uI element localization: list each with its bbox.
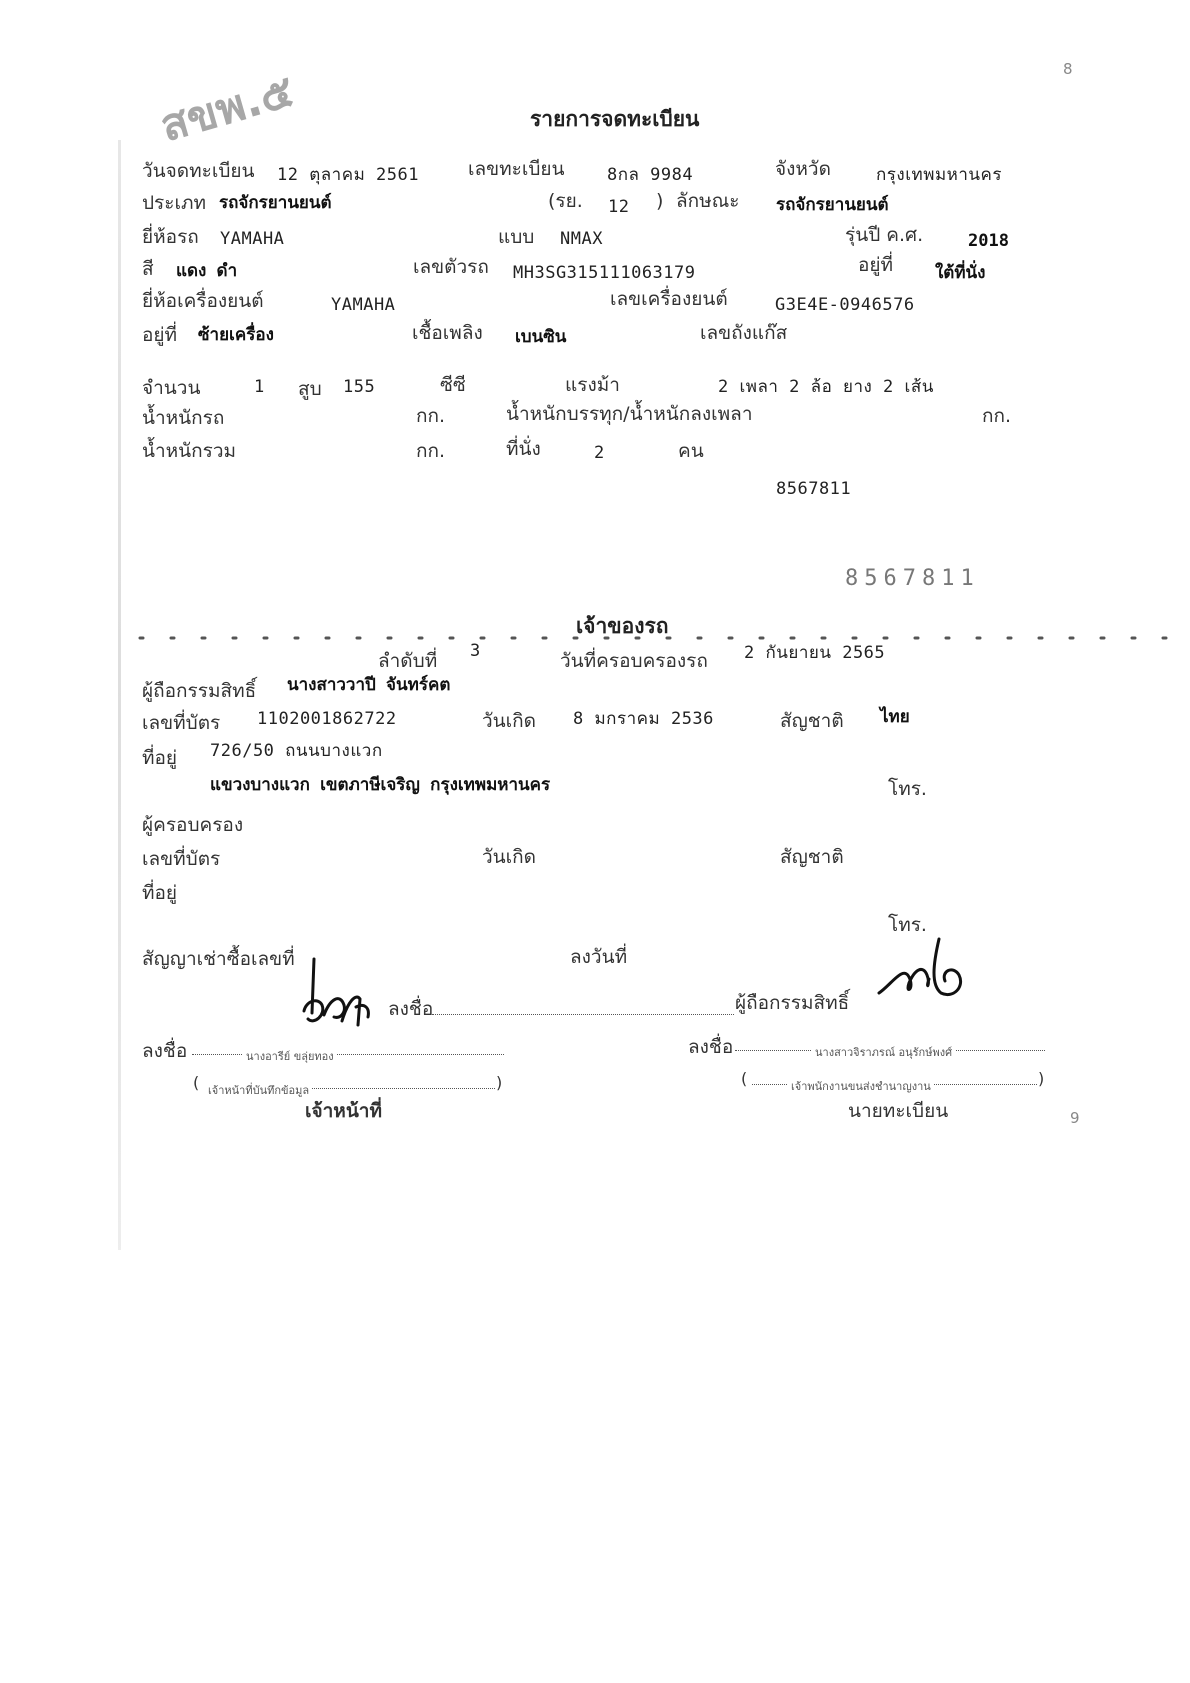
type-label: ประเภท (142, 192, 207, 214)
right-paren-open: ( (741, 1069, 748, 1088)
cc-value: 155 (343, 377, 376, 397)
address-line-2: แขวงบางแวก เขตภาษีเจริญ กรุงเทพมหานคร (210, 775, 551, 795)
total-weight-unit: กก. (416, 440, 446, 462)
possessor-address-label: ที่อยู่ (142, 882, 178, 904)
model-value: NMAX (560, 229, 603, 249)
page-title: รายการจดทะเบียน (530, 107, 700, 131)
year-label: รุ่นปี ค.ศ. (845, 224, 924, 246)
engine-no-label: เลขเครื่องยนต์ (610, 288, 728, 310)
left-role: เจ้าหน้าที่ (305, 1100, 383, 1122)
color-label: สี (142, 258, 154, 280)
engine-no-value: G3E4E-0946576 (775, 295, 915, 315)
engine-location-label: อยู่ที่ (142, 324, 178, 346)
province-value: กรุงเทพมหานคร (876, 165, 1003, 185)
ry-value: 12 (608, 197, 630, 217)
right-role: นายทะเบียน (848, 1100, 949, 1122)
chassis-value: MH3SG315111063179 (513, 263, 696, 283)
holder-handwritten-signature (875, 935, 975, 1005)
birth-label: วันเกิด (482, 710, 536, 732)
page-number-top: 8 (1063, 60, 1073, 78)
right-sign-label: ลงชื่อ (688, 1036, 734, 1058)
chassis-label: เลขตัวรถ (413, 256, 489, 278)
fuel-label: เชื้อเพลิง (412, 322, 483, 344)
address-line-1: 726/50 ถนนบางแวก (210, 741, 383, 761)
horsepower-label: แรงม้า (565, 374, 620, 396)
chassis-location-value: ใต้ที่นั่ง (935, 263, 986, 283)
total-weight-label: น้ำหนักรวม (142, 440, 237, 462)
gas-tank-label: เลขถังแก๊ส (700, 322, 788, 344)
axle-info: 2 เพลา 2 ล้อ ยาง 2 เส้น (718, 377, 934, 397)
fuel-value: เบนซิน (515, 327, 567, 347)
nationality-label: สัญชาติ (780, 710, 844, 732)
possessor-nationality-label: สัญชาติ (780, 846, 844, 868)
count-label: จำนวน (142, 377, 201, 399)
address-label: ที่อยู่ (142, 747, 178, 769)
officer-handwritten-signature (300, 955, 420, 1035)
left-signer-name: นางอารีย์ ขลุ่ยทอง (243, 1046, 337, 1068)
right-paren-close: ) (1038, 1069, 1045, 1088)
reg-date-value: 12 ตุลาคม 2561 (277, 165, 419, 185)
left-sign-label: ลงชื่อ (142, 1040, 188, 1062)
possessor-birth-label: วันเกิด (482, 846, 536, 868)
id-value: 1102001862722 (257, 709, 397, 729)
owner-section-title: เจ้าของรถ (576, 614, 669, 638)
style-label: ลักษณะ (676, 190, 740, 212)
holder-sign-label: ผู้ถือกรรมสิทธิ์ (735, 992, 850, 1014)
left-sign-dotted-line (192, 1054, 504, 1055)
holder-label: ผู้ถือกรรมสิทธิ์ (142, 680, 257, 702)
sign-label: ลงชื่อ (388, 998, 434, 1020)
brand-label: ยี่ห้อรถ (142, 226, 199, 248)
scan-left-edge (118, 140, 121, 1250)
birth-value: 8 มกราคม 2536 (573, 709, 714, 729)
possession-date-value: 2 กันยายน 2565 (744, 643, 886, 663)
contract-date-label: ลงวันที่ (570, 946, 628, 968)
left-paren-close: ) (496, 1073, 503, 1092)
plate-label: เลขทะเบียน (468, 158, 565, 180)
left-paren-open: ( (193, 1073, 200, 1092)
cylinder-label: สูบ (298, 378, 322, 400)
signature-dotted-line (432, 1014, 734, 1015)
order-label: ลำดับที่ (378, 650, 438, 672)
engine-location-value: ซ้ายเครื่อง (198, 325, 274, 345)
serial-number-faint: 8567811 (845, 566, 980, 591)
serial-number: 8567811 (776, 479, 852, 499)
seats-label: ที่นั่ง (506, 438, 541, 460)
order-value: 3 (470, 641, 481, 661)
id-label: เลขที่บัตร (142, 712, 221, 734)
office-stamp: สขพ.๕ (154, 65, 300, 153)
possession-date-label: วันที่ครอบครองรถ (560, 650, 708, 672)
style-value: รถจักรยานยนต์ (776, 195, 889, 215)
model-label: แบบ (498, 226, 535, 248)
weight-unit: กก. (416, 405, 446, 427)
reg-date-label: วันจดทะเบียน (142, 160, 255, 182)
owner-tel-label: โทร. (888, 778, 927, 800)
cc-label: ซีซี (440, 374, 466, 396)
ry-close: ) (656, 190, 664, 212)
possessor-label: ผู้ครอบครอง (142, 814, 244, 836)
seats-value: 2 (594, 443, 605, 463)
chassis-location-label: อยู่ที่ (858, 254, 894, 276)
persons-label: คน (678, 440, 704, 462)
load-weight-unit: กก. (982, 405, 1012, 427)
province-label: จังหวัด (775, 158, 831, 180)
possessor-id-label: เลขที่บัตร (142, 848, 221, 870)
page-number-bottom: 9 (1070, 1109, 1080, 1127)
year-value: 2018 (968, 231, 1009, 251)
hire-purchase-label: สัญญาเช่าซื้อเลขที่ (142, 948, 295, 970)
load-weight-label: น้ำหนักบรรทุก/น้ำหนักลงเพลา (506, 403, 753, 425)
count-value: 1 (254, 377, 265, 397)
nationality-value: ไทย (880, 707, 910, 727)
left-signer-position: เจ้าหน้าที่บันทึกข้อมูล (205, 1080, 312, 1102)
plate-value: 8กล 9984 (607, 165, 694, 185)
engine-brand-label: ยี่ห้อเครื่องยนต์ (142, 290, 264, 312)
holder-value: นางสาววาปี จันทร์คต (287, 675, 451, 695)
engine-brand-value: YAMAHA (331, 295, 396, 315)
color-value: แดง ดำ (176, 261, 238, 281)
type-value: รถจักรยานยนต์ (219, 193, 332, 213)
ry-open: (รย. (548, 190, 583, 212)
right-signer-name: นางสาวจิราภรณ์ อนุรักษ์พงศ์ (812, 1042, 955, 1064)
brand-value: YAMAHA (220, 229, 285, 249)
possessor-tel-label: โทร. (888, 914, 927, 936)
right-signer-position: เจ้าพนักงานขนส่งชำนาญงาน (788, 1076, 934, 1098)
weight-label: น้ำหนักรถ (142, 407, 225, 429)
